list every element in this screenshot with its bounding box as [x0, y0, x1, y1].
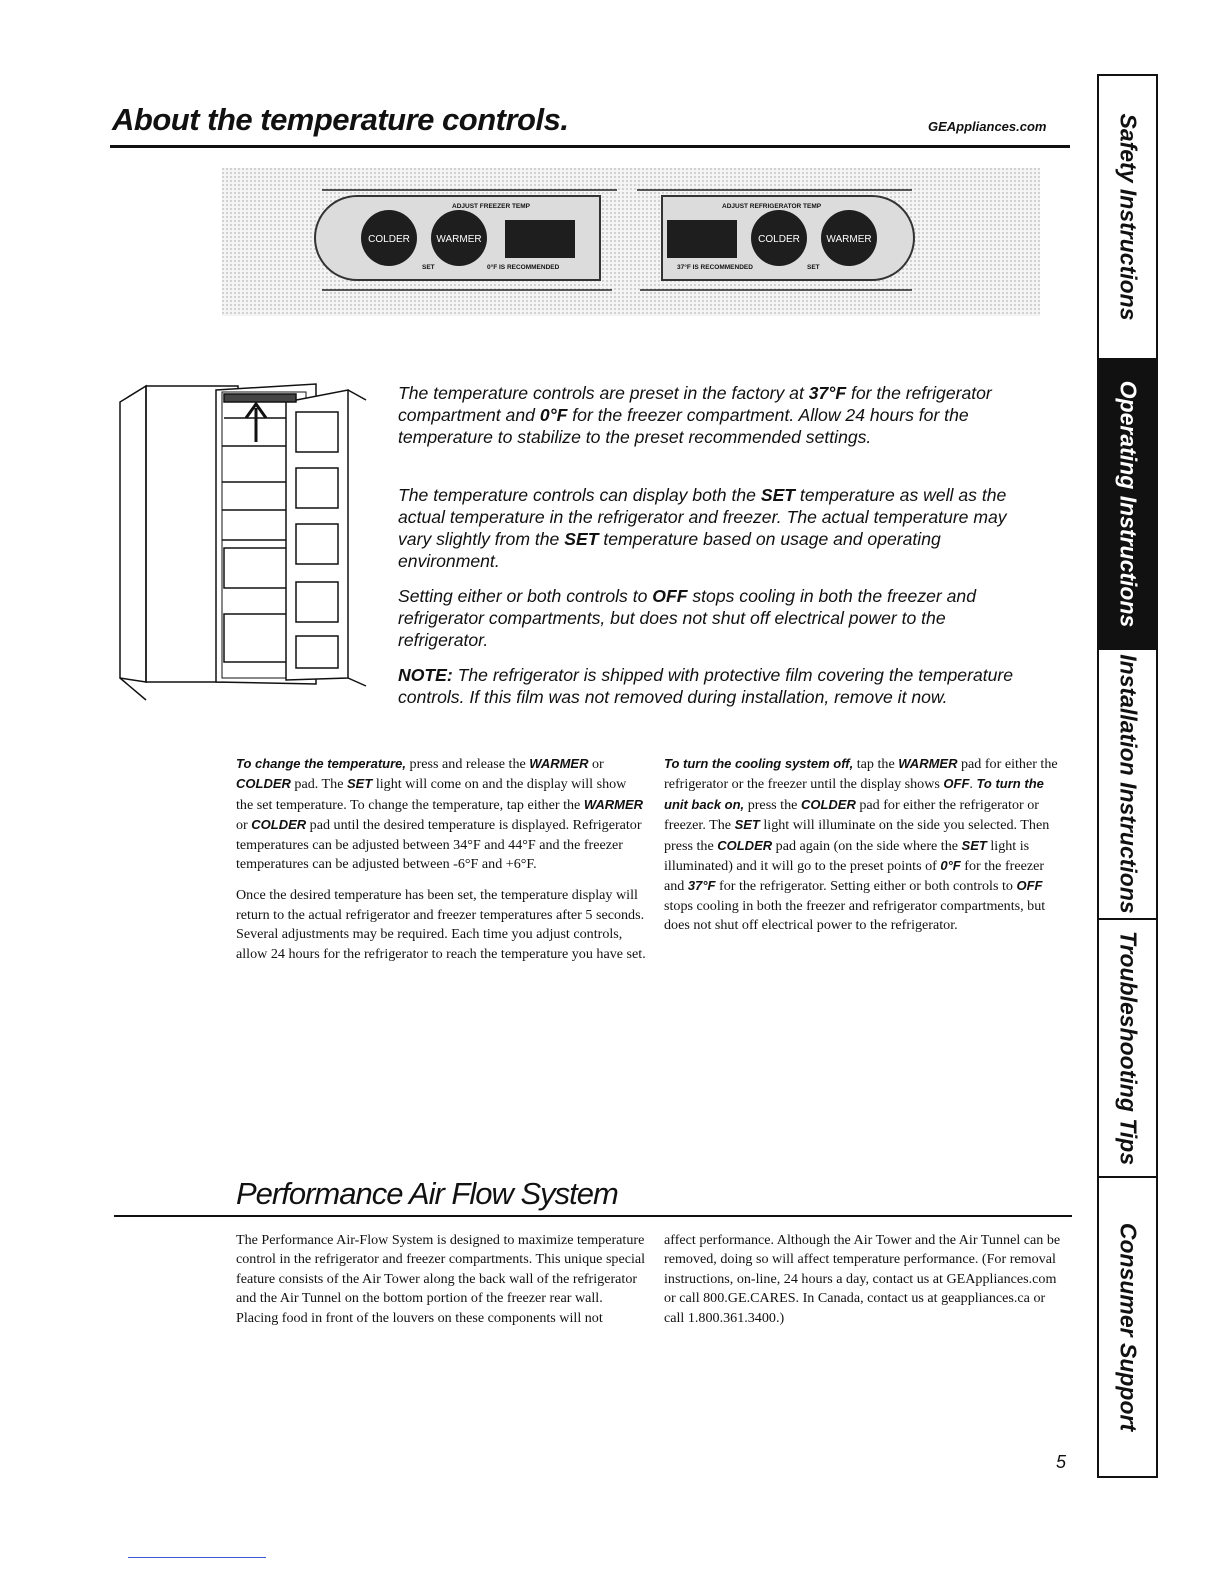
- change-temperature-column: [236, 754, 646, 964]
- tab-consumer-support[interactable]: Consumer Support: [1115, 1222, 1141, 1432]
- freezer-set-indicator: SET: [422, 264, 435, 271]
- cooling-off-column: [664, 754, 1060, 936]
- header-rule: [110, 145, 1070, 148]
- freezer-adjust-label: ADJUST FREEZER TEMP: [452, 203, 531, 210]
- site-url[interactable]: GEAppliances.com: [928, 119, 1047, 134]
- footer-line: [128, 1557, 266, 1558]
- change-temperature-paragraph: To change the temperature, press and release the WARMER or COLDER pad. The SET light will come on and the display will show the set temperature. To change the temperature, tap either the WARMER or COLDER pad until the desired temperature is displayed. Refrigerator temperatures can be adjusted between 34°F and 44°F and the freezer temperatures can be adjusted between -6°F and +6°F.: [236, 756, 644, 873]
- airflow-right-paragraph: affect performance. Although the Air Tower and the Air Tunnel can be removed, doing so will affect temperature performance. (For removal instructions, on-line, 24 hours a day, contact us at GEAppliances.com or call 800.GE.CARES. In Canada, contact us at geappliances.ca or call 1.800.361.3400.): [664, 1232, 1061, 1326]
- page-number: 5: [1056, 1452, 1067, 1472]
- refrigerator-illustration: [116, 382, 378, 702]
- section-tabs: [1097, 74, 1158, 1478]
- tab-installation-instructions[interactable]: Installation Instructions: [1115, 654, 1141, 914]
- tab-troubleshooting-tips[interactable]: Troubleshooting Tips: [1115, 930, 1141, 1166]
- freezer-colder-pad[interactable]: COLDER: [368, 234, 410, 245]
- intro-paragraph-off-setting: Setting either or both controls to OFF stops cooling in both the freezer and refrigerator compartments, but does not shut off electrical power to the refrigerator.: [398, 586, 976, 650]
- airflow-heading: Performance Air Flow System: [236, 1176, 618, 1211]
- tab-safety-instructions[interactable]: Safety Instructions: [1115, 113, 1141, 321]
- intro-paragraph-note: NOTE: The refrigerator is shipped with protective film covering the temperature controls. If this film was not removed during installation, remove it now.: [398, 665, 1014, 707]
- refrigerator-set-indicator: SET: [807, 264, 820, 271]
- cooling-off-paragraph: To turn the cooling system off, tap the WARMER pad for either the refrigerator or the freezer until the display shows OFF. To turn the unit back on, press the COLDER pad for either the refrigerator or freezer. The SET light will illuminate on the side you selected. Then press the COLDER pad again (on the side where the SET light is illuminated) and it will go to the preset points of 0°F for the freezer and 37°F for the refrigerator. Setting either or both controls to OFF stops cooling in both the freezer and refrigerator compartments, but does not shut off electrical power to the refrigerator.: [664, 756, 1058, 934]
- refrigerator-warmer-pad[interactable]: WARMER: [826, 234, 872, 245]
- airflow-left-paragraph: The Performance Air-Flow System is designed to maximize temperature control in the refrigerator and freezer compartments. This unique special feature consists of the Air Tower along the back wall of the refrigerator and the Air Tunnel on the bottom portion of the freezer rear wall. Placing food in front of the louvers on these components will not: [236, 1232, 646, 1326]
- freezer-warmer-pad[interactable]: WARMER: [436, 234, 482, 245]
- airflow-rule: [114, 1215, 1072, 1217]
- adjustment-wait-paragraph: Once the desired temperature has been set, the temperature display will return to the actual refrigerator and freezer temperatures after 5 seconds. Several adjustments may be required. Each time you adjust controls, allow 24 hours for the refrigerator to reach the temperature you have set.: [236, 887, 646, 962]
- tab-operating-instructions[interactable]: Operating Instructions: [1099, 360, 1156, 648]
- refrigerator-adjust-label: ADJUST REFRIGERATOR TEMP: [722, 203, 822, 210]
- refrigerator-colder-pad[interactable]: COLDER: [758, 234, 800, 245]
- intro-paragraph-factory-preset: The temperature controls are preset in the factory at 37°F for the refrigerator compartment and 0°F for the freezer compartment. Allow 24 hours for the temperature to stabilize to the preset recommended settings.: [398, 383, 992, 447]
- intro-paragraph-set-temperature: The temperature controls can display both the SET temperature as well as the actual temperature in the refrigerator and freezer. The actual temperature may vary slightly from the SET temperature based on usage and operating environment.: [398, 485, 1007, 571]
- refrigerator-recommended-label: 37°F IS RECOMMENDED: [677, 264, 753, 271]
- page-title: About the temperature controls.: [112, 102, 569, 137]
- control-panel-illustration: [222, 168, 1040, 316]
- freezer-recommended-label: 0°F IS RECOMMENDED: [487, 264, 560, 271]
